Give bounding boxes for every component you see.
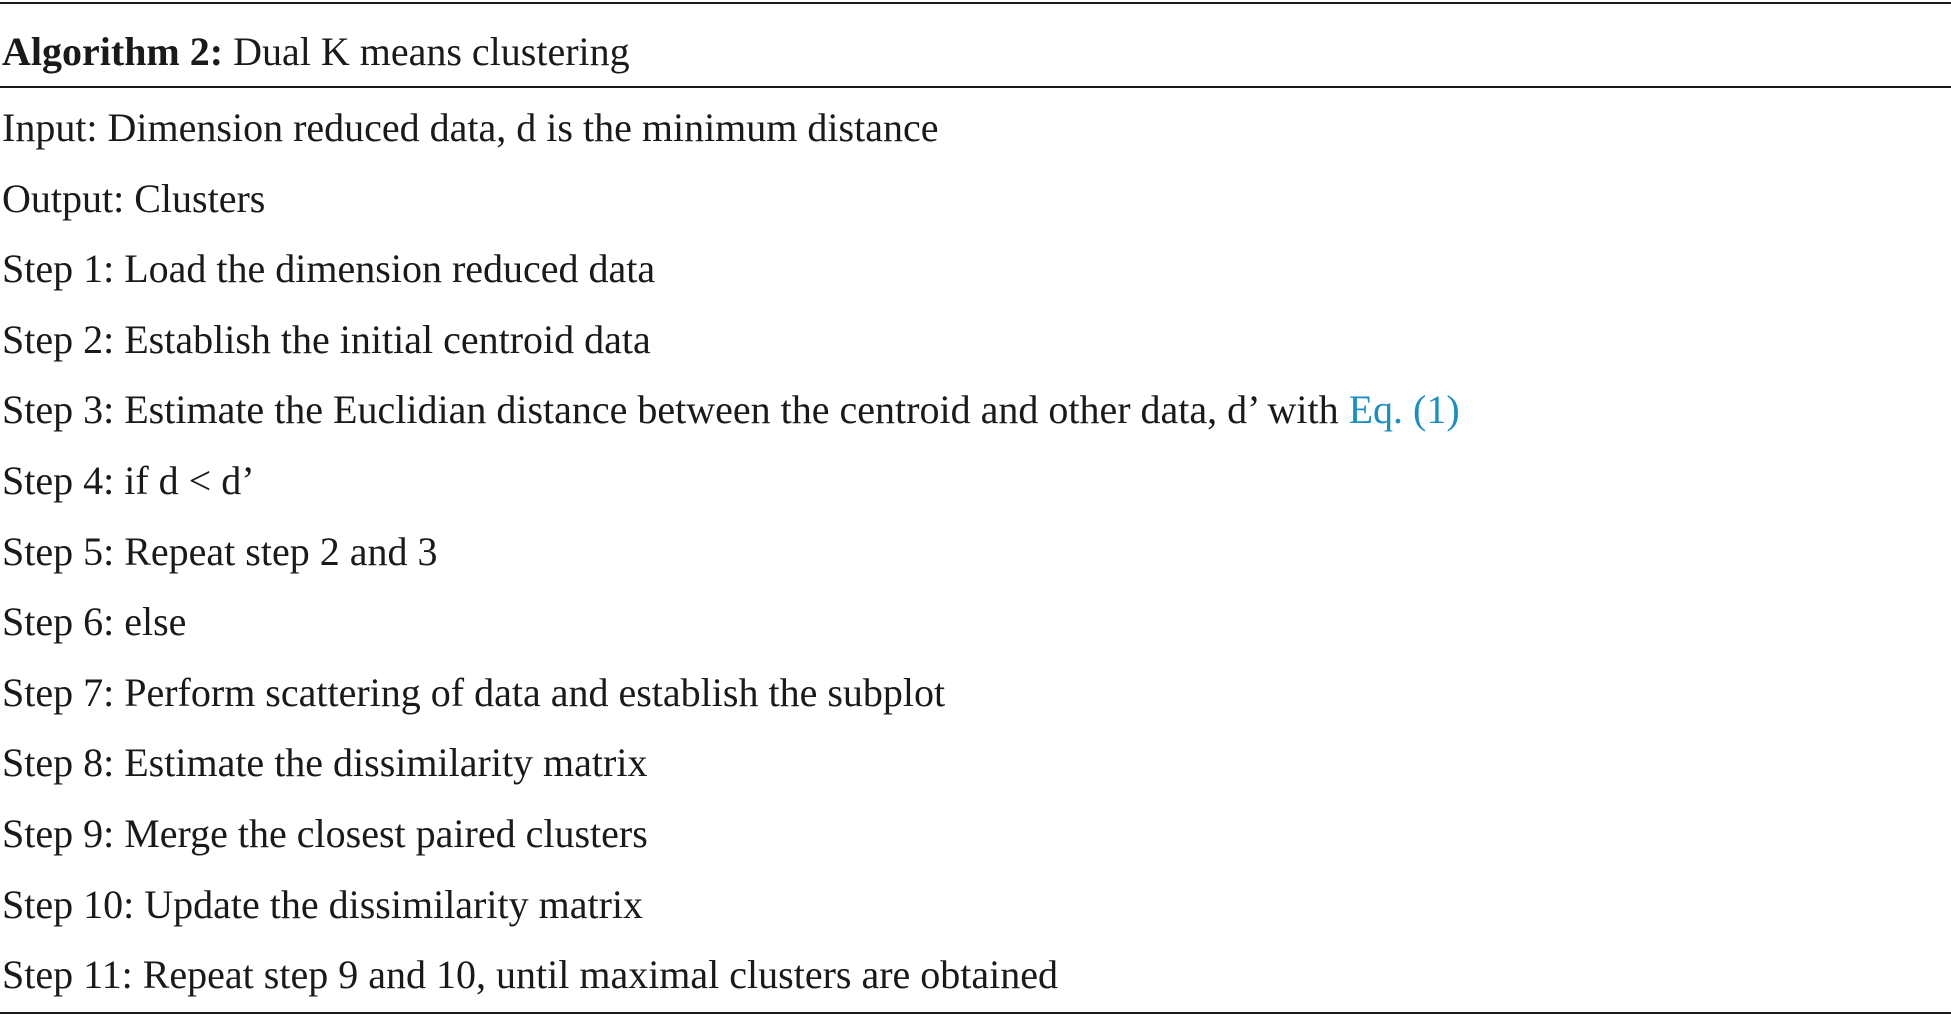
equation-link[interactable]: Eq. (1) bbox=[1348, 387, 1460, 433]
line-text: Step 6: else bbox=[2, 599, 187, 645]
input-line bbox=[2, 100, 1460, 171]
table-top-rule bbox=[0, 2, 1951, 4]
step-9 bbox=[2, 806, 1460, 877]
step-3 bbox=[2, 382, 1460, 453]
step-8 bbox=[2, 735, 1460, 806]
algorithm-label: Algorithm 2: bbox=[2, 29, 224, 74]
line-text: Step 8: Estimate the dissimilarity matrix bbox=[2, 740, 648, 786]
line-text: Step 5: Repeat step 2 and 3 bbox=[2, 528, 438, 574]
line-text: Step 1: Load the dimension reduced data bbox=[2, 246, 656, 292]
step-2 bbox=[2, 312, 1460, 383]
table-bottom-rule bbox=[0, 1012, 1951, 1014]
output-line bbox=[2, 171, 1460, 242]
line-text: Step 10: Update the dissimilarity matrix bbox=[2, 881, 644, 927]
line-text: Output: Clusters bbox=[2, 175, 266, 221]
algorithm-header bbox=[2, 24, 630, 80]
step-5 bbox=[2, 524, 1460, 595]
line-text: Input: Dimension reduced data, d is the minimum distance bbox=[2, 105, 939, 150]
step-11 bbox=[2, 947, 1460, 1018]
line-text: Step 2: Establish the initial centroid data bbox=[2, 316, 651, 362]
algorithm-title: Dual K means clustering bbox=[233, 29, 630, 74]
step-6 bbox=[2, 594, 1460, 665]
step-1 bbox=[2, 241, 1460, 312]
line-text: Step 11: Repeat step 9 and 10, until maximal clusters are obtained bbox=[2, 952, 1059, 998]
line-text: Step 4: if d < d’ bbox=[2, 457, 255, 503]
step-4 bbox=[2, 453, 1460, 524]
step-7 bbox=[2, 665, 1460, 736]
line-text: Step 3: Estimate the Euclidian distance between the centroid and other data, d’ with bbox=[2, 387, 1349, 433]
algorithm-steps bbox=[2, 100, 1460, 1018]
step-10 bbox=[2, 877, 1460, 948]
line-text: Step 7: Perform scattering of data and establish the subplot bbox=[2, 669, 946, 715]
line-text: Step 9: Merge the closest paired clusters bbox=[2, 810, 648, 856]
header-rule bbox=[0, 86, 1951, 88]
